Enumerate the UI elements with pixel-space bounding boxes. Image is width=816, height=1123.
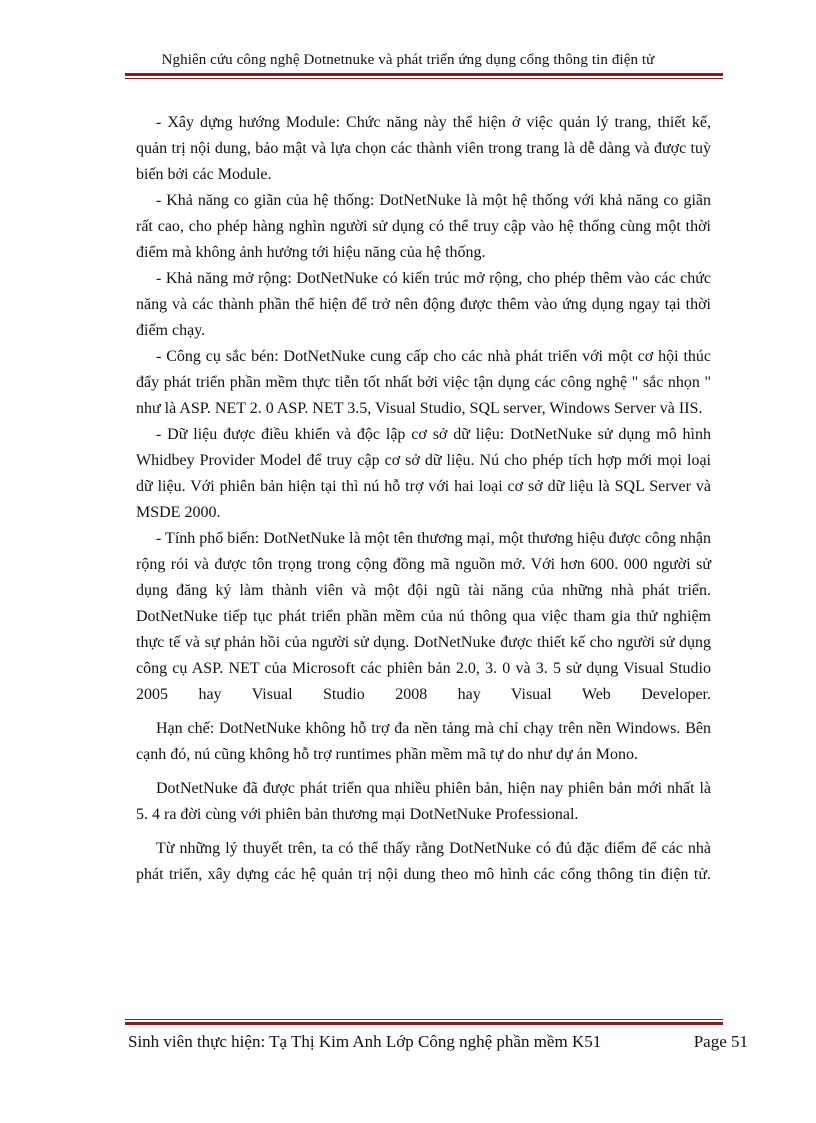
header-rule-thick: [125, 73, 723, 76]
document-body: [136, 110, 711, 888]
paragraph-conclusion: Từ những lý thuyết trên, ta có thể thấy rằng DotNetNuke có đủ đặc điểm để các nhà phát triển, xây dựng các hệ quản trị nội dung theo mô hình các cổng thông tin điện tử.: [136, 840, 711, 883]
paragraph-limitations: Hạn chế: DotNetNuke không hỗ trợ đa nền tảng mà chỉ chạy trên nền Windows. Bên cạnh đó, nú cũng không hỗ trợ runtimes phần mềm mã tự do như dự án Mono.: [136, 720, 711, 763]
page-header-title: Nghiên cứu công nghệ Dotnetnuke và phát triển ứng dụng cổng thông tin điện tử: [161, 52, 655, 68]
footer-author: Sinh viên thực hiện: Tạ Thị Kim Anh Lớp Công nghệ phần mềm K51: [128, 1032, 602, 1051]
footer-page-number: Page 51: [693, 1032, 748, 1051]
paragraph-scalability: - Khả năng co giãn của hệ thống: DotNetNuke là một hệ thống với khả năng co giãn rất cao, cho phép hàng nghìn người sử dụng có thể truy cập vào hệ thống cùng một thời điểm mà không ảnh hưởng tới hiệu năng của hệ thống.: [136, 192, 711, 261]
paragraph-popularity: - Tính phổ biến: DotNetNuke là một tên thương mại, một thương hiệu được công nhận rộng rói và được tôn trọng trong cộng đồng mã nguồn mở. Với hơn 600. 000 người sử dụng đăng ký làm thành viên và một đội ngũ tài năng của những nhà phát triển. DotNetNuke tiếp tục phát triển phần mềm của nú thông qua việc tham gia thử nghiệm thực tế và sự phản hồi của người sử dụng. DotNetNuke được thiết kế cho người sử dụng công cụ ASP. NET của Microsoft các phiên bản 2.0, 3. 0 và 3. 5 sử dụng Visual Studio 2005 hay Visual Studio 2008 hay Visual Web Developer.: [136, 530, 712, 703]
paragraph-versions: DotNetNuke đã được phát triển qua nhiều phiên bản, hiện nay phiên bản mới nhất là 5. 4 ra đời cùng với phiên bản thương mại DotNetNuke Professional.: [136, 780, 711, 823]
footer-rule: [125, 1019, 723, 1025]
footer-rule-thick: [125, 1022, 723, 1025]
header-rule-thin: [125, 78, 723, 79]
header-rule: [125, 73, 723, 79]
paragraph-data-provider: - Dữ liệu được điều khiển và độc lập cơ sở dữ liệu: DotNetNuke sử dụng mô hình Whidbey Provider Model để truy cập cơ sở dữ liệu. Nú cho phép tích hợp mới mọi loại dữ liệu. Với phiên bản hiện tại thì nú hỗ trợ với hai loại cơ sở dữ liệu là SQL Server và MSDE 2000.: [136, 426, 711, 521]
footer-rule-thin: [125, 1019, 723, 1020]
paragraph-extensibility: - Khả năng mở rộng: DotNetNuke có kiến trúc mở rộng, cho phép thêm vào các chức năng và các thành phần thể hiện để trở nên động được thêm vào ứng dụng ngay tại thời điểm chạy.: [136, 270, 711, 339]
paragraph-tools: - Công cụ sắc bén: DotNetNuke cung cấp cho các nhà phát triển với một cơ hội thúc đẩy phát triển phần mềm thực tiễn tốt nhất bởi việc tận dụng các công nghệ " sắc nhọn " như là ASP. NET 2. 0 ASP. NET 3.5, Visual Studio, SQL server, Windows Server và IIS.: [136, 348, 711, 417]
paragraph-module: - Xây dựng hướng Module: Chức năng này thể hiện ở việc quản lý trang, thiết kế, quản trị nội dung, bảo mật và lựa chọn các thành viên trong trang là dễ dàng và được tuỳ biến bởi các Module.: [136, 114, 711, 183]
